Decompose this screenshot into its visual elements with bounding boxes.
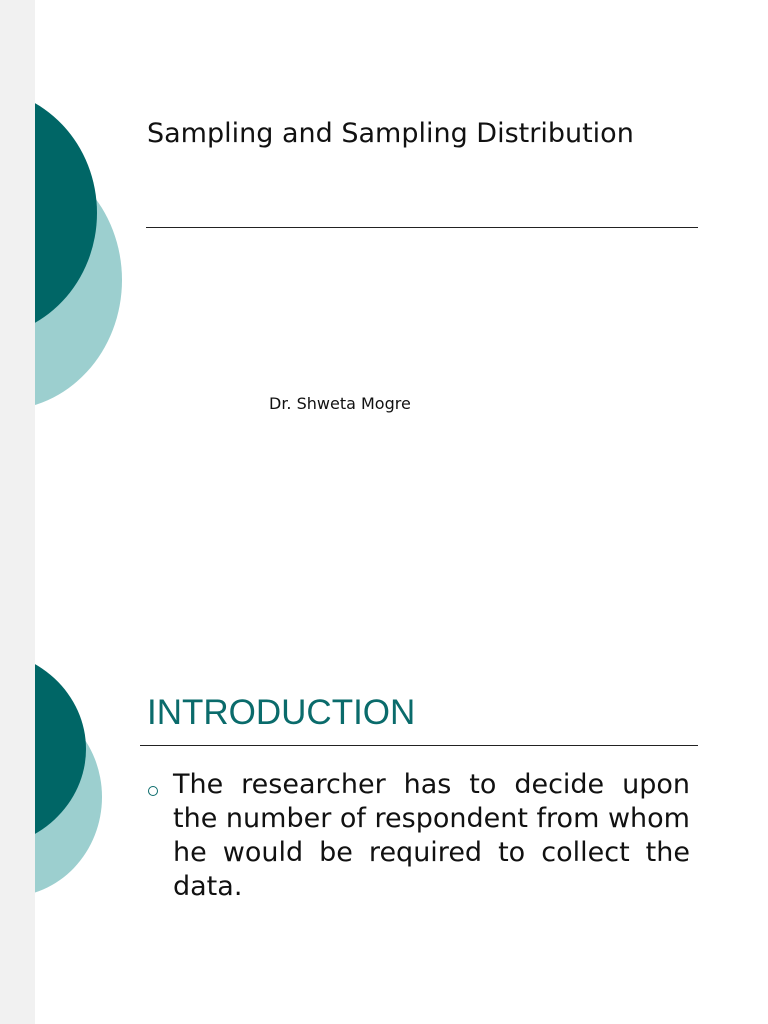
slide-margin: [0, 0, 35, 512]
bullet-point: The researcher has to decide upon the number of respondent from whom he would be required to collect the data.: [173, 769, 690, 902]
slide-title: Sampling and Sampling Distribution: [147, 118, 634, 149]
author-name: Dr. Shweta Mogre: [269, 394, 411, 413]
hollow-circle-bullet-icon: [148, 786, 158, 796]
slide-margin: [0, 512, 35, 1024]
title-divider: [146, 227, 698, 228]
introduction-slide: [0, 512, 768, 1024]
heading-divider: [140, 745, 698, 746]
slide-heading: INTRODUCTION: [147, 693, 416, 732]
